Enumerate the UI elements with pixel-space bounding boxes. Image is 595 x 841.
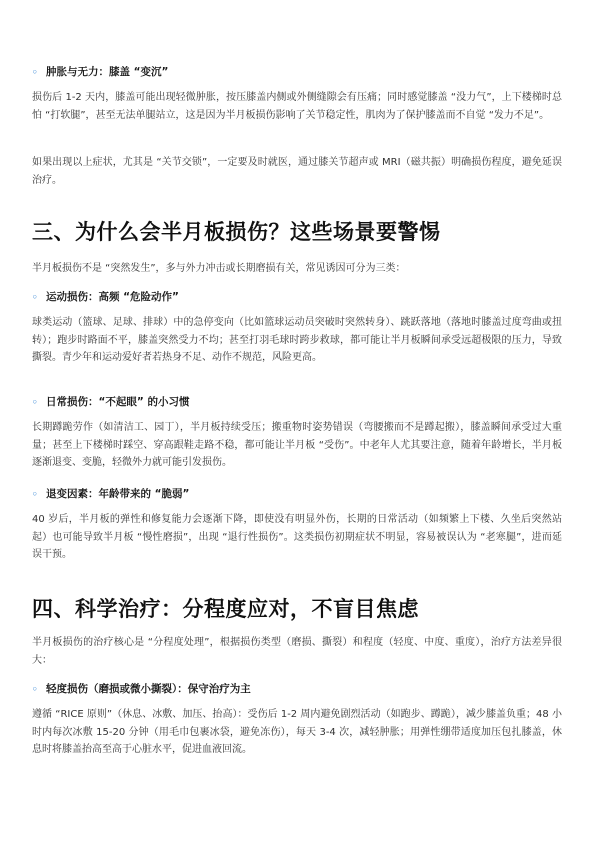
bullet-text: 运动损伤：高频 “危险动作” (46, 291, 179, 303)
bullet-text: 退变因素：年龄带来的 “脆弱” (46, 488, 190, 500)
bullet-dot-icon: ◦ (32, 490, 38, 500)
paragraph-mild-injury: 遵循 “RICE 原则”（休息、冰敷、加压、抬高）：受伤后 1-2 周内避免剧烈活动（如跑步、蹲跪），减少膝盖负重；48 小时内每次冰敷 15-20 分钟（用毛巾包裹冰袋，避免冻伤），每天 3-4 次，减轻肿胀；用弹性绷带适度加压包扎膝盖，休息时将膝盖抬高至高于心脏水平，促进血液回流。 (32, 709, 562, 755)
bullet-text: 肿胀与无力：膝盖 “变沉” (46, 66, 169, 78)
paragraph-advice: 如果出现以上症状，尤其是 “关节交锁”，一定要及时就医，通过膝关节超声或 MRI（磁共振）明确损伤程度，避免延误治疗。 (32, 157, 562, 186)
bullet-dot-icon: ◦ (32, 293, 38, 303)
paragraph-causes-intro: 半月板损伤不是 “突然发生”，多与外力冲击或长期磨损有关，常见诱因可分为三类： (32, 263, 406, 274)
paragraph-sports-injury: 球类运动（篮球、足球、排球）中的急停变向（比如篮球运动员突破时突然转身）、跳跃落地（落地时膝盖过度弯曲或扭转）；跑步时路面不平，膝盖突然受力不均；甚至打羽毛球时跨步救球，都可能让半月板瞬间承受远超极限的压力，导致撕裂。青少年和运动爱好者若热身不足、动作不规范，风险更高。 (32, 317, 562, 363)
bullet-mild-injury (32, 681, 562, 696)
bullet-swelling (32, 64, 562, 79)
bullet-daily-injury (32, 394, 562, 409)
paragraph-degeneration: 40 岁后，半月板的弹性和修复能力会逐渐下降，即使没有明显外伤，长期的日常活动（如频繁上下楼、久坐后突然站起）也可能导致半月板 “慢性磨损”，出现 “退行性损伤”。这类损伤初期症状不明显，容易被误认为 “老寒腿”，进而延误干预。 (32, 514, 562, 560)
bullet-dot-icon: ◦ (32, 685, 38, 695)
bullet-text: 日常损伤：“不起眼” 的小习惯 (46, 396, 190, 408)
section-heading-4: 四、科学治疗：分程度应对，不盲目焦虑 (32, 597, 419, 621)
bullet-dot-icon: ◦ (32, 398, 38, 408)
bullet-sports-injury (32, 289, 562, 304)
paragraph-swelling: 损伤后 1-2 天内，膝盖可能出现轻微肿胀，按压膝盖内侧或外侧缝隙会有压痛；同时感觉膝盖 “没力气”，上下楼梯时总怕 “打软腿”，甚至无法单腿站立，这是因为半月板损伤影响了关节稳定性，肌肉为了保护膝盖而不自觉 “发力不足”。 (32, 92, 562, 121)
bullet-dot-icon: ◦ (32, 68, 38, 78)
paragraph-daily-injury: 长期蹲跪劳作（如清洁工、园丁），半月板持续受压；搬重物时姿势错误（弯腰搬而不是蹲起搬），膝盖瞬间承受过大重量；甚至上下楼梯时踩空、穿高跟鞋走路不稳，都可能让半月板 “受伤”。中老年人尤其要注意，随着年龄增长，半月板逐渐退变、变脆，轻微外力就可能引发损伤。 (32, 422, 562, 468)
bullet-degeneration (32, 486, 562, 501)
bullet-text: 轻度损伤（磨损或微小撕裂）：保守治疗为主 (46, 683, 251, 695)
section-heading-3: 三、为什么会半月板损伤？这些场景要警惕 (32, 220, 441, 244)
paragraph-treatment-intro: 半月板损伤的治疗核心是 “分程度处理”，根据损伤类型（磨损、撕裂）和程度（轻度、中度、重度），治疗方法差异很大： (32, 637, 562, 666)
